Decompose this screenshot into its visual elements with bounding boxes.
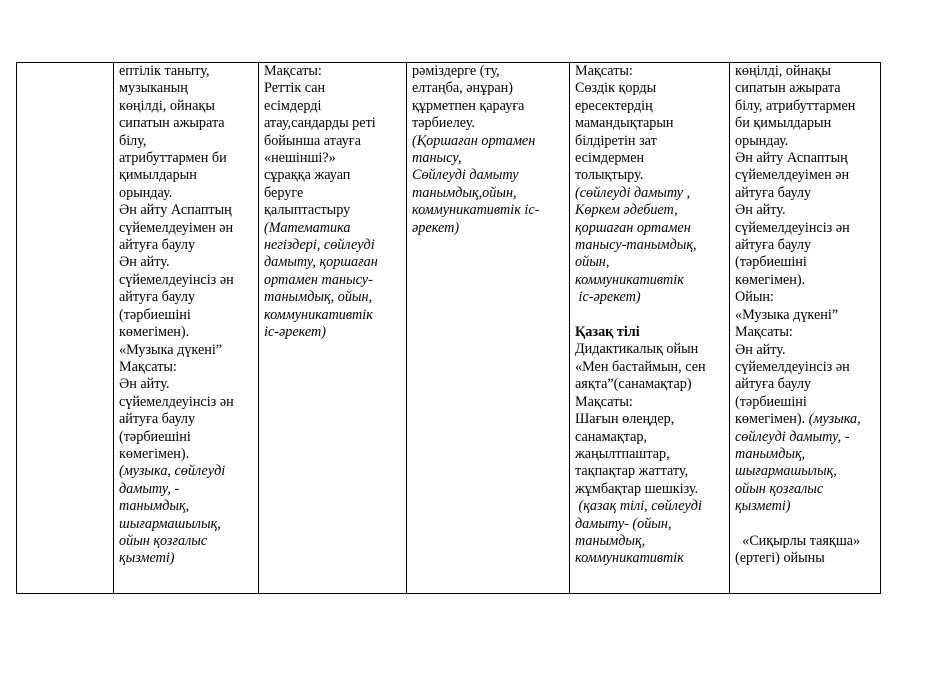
line-text: құрметпен қарауға <box>412 97 525 114</box>
line-text: Қазақ тілі <box>575 324 640 341</box>
text-line <box>264 133 403 150</box>
line-text: айтуға баулу <box>119 411 196 428</box>
text-line <box>575 324 726 341</box>
line-text: «Сиқырлы таяқша» <box>735 532 861 549</box>
table-row <box>17 63 881 594</box>
text-line <box>575 359 726 376</box>
text-line <box>412 63 566 80</box>
line-text: білу, атрибуттармен <box>735 97 856 114</box>
line-text: танымдық,ойын, <box>412 184 517 201</box>
line-text: (Қоршаған ортамен <box>412 132 536 149</box>
text-line <box>412 115 566 132</box>
line-text: коммуникативтік <box>264 306 373 323</box>
text-line <box>264 63 403 80</box>
table-cell-speech-activity <box>570 63 730 594</box>
line-text: сипатын ажырата <box>119 115 225 132</box>
text-line <box>735 115 877 132</box>
text-line <box>575 550 726 567</box>
line-text: Ойын: <box>735 289 774 306</box>
line-text: (сөйлеуді дамыту , <box>575 184 691 201</box>
line-text: Ән айту. <box>119 254 170 271</box>
text-line <box>264 80 403 97</box>
text-line <box>575 516 726 533</box>
text-line <box>119 429 255 446</box>
text-line <box>735 185 877 202</box>
text-line <box>735 359 877 376</box>
text-line <box>735 533 877 550</box>
line-text: коммуникативтік <box>575 271 684 288</box>
line-text: шығармашылық, <box>735 463 837 480</box>
text-line <box>119 342 255 359</box>
text-line <box>264 237 403 254</box>
line-text: «Музыка дүкені” <box>735 306 839 323</box>
text-line <box>412 202 566 219</box>
line-text: елтаңба, әнұран) <box>412 80 513 97</box>
text-line <box>119 220 255 237</box>
line-text: ойын қозғалыс <box>735 480 824 497</box>
text-line <box>575 463 726 480</box>
line-text: айтуға баулу <box>735 184 812 201</box>
text-line <box>264 307 403 324</box>
text-line <box>735 80 877 97</box>
text-line <box>119 533 255 550</box>
text-line <box>119 289 255 306</box>
line-text: ортамен танысу- <box>264 271 373 288</box>
text-line <box>119 202 255 219</box>
line-text: Сөйлеуді дамыту <box>412 167 519 184</box>
text-line <box>735 150 877 167</box>
line-text: орындау. <box>119 184 173 201</box>
line-text: қоршаған ортамен <box>575 219 691 236</box>
text-line <box>119 63 255 80</box>
line-text: іс-әрекет) <box>264 324 327 341</box>
text-line <box>119 481 255 498</box>
text-line <box>264 98 403 115</box>
line-text: тәрбиелеу. <box>412 115 475 132</box>
text-line <box>735 411 877 428</box>
line-text: сүйемелдеуінсіз ән <box>119 393 234 410</box>
text-line <box>412 80 566 97</box>
line-text: Мақсаты: <box>735 324 793 341</box>
line-text: коммуникативтік іс- <box>412 202 540 219</box>
line-text: дамыту- (ойын, <box>575 515 672 532</box>
text-line <box>735 254 877 271</box>
line-text: жаңылтпаштар, <box>575 445 670 462</box>
line-text: атрибуттармен би <box>119 150 227 167</box>
line-text: негіздері, сөйлеуді <box>264 237 375 254</box>
text-line <box>412 133 566 150</box>
line-text: танымдық, <box>119 498 190 515</box>
line-text: Мақсаты: <box>119 358 177 375</box>
line-text: танысу-танымдық, <box>575 237 697 254</box>
line-text: шығармашылық, <box>119 515 221 532</box>
text-line <box>119 376 255 393</box>
line-text: сүйемелдеуімен ән <box>119 219 234 236</box>
text-line <box>119 411 255 428</box>
line-text: мамандықтарын <box>575 115 674 132</box>
line-text: танымдық, <box>735 445 806 462</box>
table-cell-music-activity <box>114 63 259 594</box>
line-text: қызметі) <box>119 550 175 567</box>
line-text: тақпақтар жаттату, <box>575 463 689 480</box>
text-line <box>412 98 566 115</box>
line-text: сөйлеуді дамыту, - <box>735 428 850 445</box>
line-text: Ән айту Аспаптың <box>119 202 232 219</box>
text-line <box>735 324 877 341</box>
line-text: ойын қозғалыс <box>119 532 208 549</box>
line-tail-text: (музыка, <box>808 411 861 428</box>
line-text: сүйемелдеуінсіз ән <box>735 358 850 375</box>
text-line <box>575 341 726 358</box>
line-text: дамыту, - <box>119 480 180 497</box>
line-text: танымдық, <box>575 532 646 549</box>
text-line <box>264 115 403 132</box>
text-line <box>735 202 877 219</box>
line-text: білу, <box>119 132 147 149</box>
text-line <box>575 220 726 237</box>
line-text: рәміздерге (ту, <box>412 63 500 79</box>
line-text: (музыка, сөйлеуді <box>119 463 226 480</box>
line-text: әрекет) <box>412 219 460 236</box>
line-text: Дидактикалық ойын <box>575 341 699 358</box>
line-text: ептілік таныту, <box>119 63 210 79</box>
text-line <box>575 98 726 115</box>
line-text: «Мен бастаймын, сен <box>575 358 706 375</box>
line-text: (тәрбиешіні <box>119 428 191 445</box>
line-text: есімдерді <box>264 97 322 114</box>
text-line <box>735 429 877 446</box>
text-line <box>735 481 877 498</box>
text-line <box>119 185 255 202</box>
text-line <box>735 237 877 254</box>
text-line <box>575 376 726 393</box>
text-line <box>119 272 255 289</box>
line-text: танымдық, ойын, <box>264 289 373 306</box>
text-line <box>412 220 566 237</box>
text-line <box>264 167 403 184</box>
text-line <box>264 289 403 306</box>
text-line <box>575 185 726 202</box>
text-line <box>119 80 255 97</box>
line-text: ойын, <box>575 254 610 271</box>
line-text: қимылдарын <box>119 167 197 184</box>
text-line <box>575 272 726 289</box>
line-text: (ертегі) ойыны <box>735 550 825 567</box>
text-line <box>735 342 877 359</box>
text-line <box>735 446 877 463</box>
text-line <box>575 254 726 271</box>
line-text: Көркем әдебиет, <box>575 202 678 219</box>
text-line <box>735 463 877 480</box>
text-line <box>119 167 255 184</box>
line-text: қызметі) <box>735 498 791 515</box>
line-text: сүйемелдеуінсіз ән <box>735 219 850 236</box>
text-line <box>119 463 255 480</box>
line-text: жұмбақтар шешкізу. <box>575 480 699 497</box>
line-text: айтуға баулу <box>119 289 196 306</box>
line-text: Ән айту. <box>119 376 170 393</box>
text-line <box>264 254 403 271</box>
line-text: коммуникативтік <box>575 550 684 567</box>
text-line <box>119 115 255 132</box>
table-cell-math-activity <box>259 63 407 594</box>
text-line <box>119 237 255 254</box>
line-text: есімдермен <box>575 150 645 167</box>
text-line <box>575 446 726 463</box>
table-cell-empty <box>17 63 114 594</box>
line-text: көмегімен). <box>119 324 190 341</box>
text-line <box>575 429 726 446</box>
text-line <box>735 63 877 80</box>
text-line <box>119 150 255 167</box>
text-line <box>575 498 726 515</box>
text-line <box>264 220 403 237</box>
text-line <box>264 272 403 289</box>
line-text: Ән айту Аспаптың <box>735 150 848 167</box>
text-line <box>119 307 255 324</box>
text-line <box>575 80 726 97</box>
line-text: айтуға баулу <box>119 237 196 254</box>
line-text: Мақсаты: <box>264 63 322 79</box>
text-line <box>575 63 726 80</box>
text-line <box>119 394 255 411</box>
line-text: көмегімен). <box>735 411 809 428</box>
text-line <box>264 150 403 167</box>
line-text: ересектердің <box>575 97 653 114</box>
text-line <box>575 167 726 184</box>
text-line <box>119 359 255 376</box>
line-text: (қазақ тілі, сөйлеуді <box>575 498 702 515</box>
line-text: Мақсаты: <box>575 393 633 410</box>
line-text: көңілді, ойнақы <box>119 97 215 114</box>
line-text: «Музыка дүкені” <box>119 341 223 358</box>
text-line <box>735 167 877 184</box>
text-line <box>735 498 877 515</box>
text-line <box>119 98 255 115</box>
line-text: көмегімен). <box>735 271 806 288</box>
text-line <box>575 115 726 132</box>
text-line <box>575 533 726 550</box>
line-text: музыканың <box>119 80 188 97</box>
table-cell-music-game <box>730 63 881 594</box>
text-line <box>119 133 255 150</box>
text-line <box>735 550 877 567</box>
line-text: аяқта”(санамақтар) <box>575 376 692 393</box>
line-text: толықтыру. <box>575 167 644 184</box>
line-text: (Математика <box>264 219 351 236</box>
line-text: санамақтар, <box>575 428 648 445</box>
text-line <box>575 394 726 411</box>
plan-table <box>16 62 881 594</box>
text-line <box>119 446 255 463</box>
line-text: Ән айту. <box>735 202 786 219</box>
text-line <box>575 481 726 498</box>
line-text: айтуға баулу <box>735 237 812 254</box>
text-line <box>575 133 726 150</box>
blank-line <box>575 307 726 324</box>
line-text: сүйемелдеуінсіз ән <box>119 271 234 288</box>
text-line <box>119 254 255 271</box>
line-text: Мақсаты: <box>575 63 633 79</box>
line-text: (тәрбиешіні <box>735 393 807 410</box>
line-text: сұраққа жауап <box>264 167 351 184</box>
line-text: айтуға баулу <box>735 376 812 393</box>
text-line <box>264 324 403 341</box>
text-line <box>735 272 877 289</box>
line-text: орындау. <box>735 132 789 149</box>
line-text: «нешінші?» <box>264 150 336 167</box>
line-text: қалыптастыру <box>264 202 351 219</box>
line-text: би қимылдарын <box>735 115 832 132</box>
line-text: сипатын ажырата <box>735 80 841 97</box>
table-cell-symbols-activity <box>407 63 570 594</box>
line-text: беруге <box>264 184 304 201</box>
text-line <box>119 324 255 341</box>
text-line <box>575 237 726 254</box>
text-line <box>735 394 877 411</box>
line-text: атау,сандарды реті <box>264 115 376 132</box>
text-line <box>412 185 566 202</box>
line-text: Ән айту. <box>735 341 786 358</box>
text-line <box>119 516 255 533</box>
text-line <box>575 202 726 219</box>
text-line <box>264 202 403 219</box>
text-line <box>119 550 255 567</box>
line-text: көңілді, ойнақы <box>735 63 831 79</box>
text-line <box>264 185 403 202</box>
text-line <box>412 167 566 184</box>
text-line <box>575 411 726 428</box>
line-text: танысу, <box>412 150 462 167</box>
text-line <box>119 498 255 515</box>
line-text: дамыту, қоршаған <box>264 254 378 271</box>
line-text: (тәрбиешіні <box>735 254 807 271</box>
line-text: Шағын өлеңдер, <box>575 411 675 428</box>
text-line <box>735 289 877 306</box>
text-line <box>735 133 877 150</box>
text-line <box>735 220 877 237</box>
text-line <box>735 307 877 324</box>
line-text: іс-әрекет) <box>575 289 641 306</box>
line-text: бойынша атауға <box>264 132 361 149</box>
text-line <box>575 150 726 167</box>
line-text: көмегімен). <box>119 445 190 462</box>
line-text: (тәрбиешіні <box>119 306 191 323</box>
line-text: сүйемелдеуімен ән <box>735 167 850 184</box>
text-line <box>735 98 877 115</box>
text-line <box>575 289 726 306</box>
text-line <box>735 376 877 393</box>
text-line <box>412 150 566 167</box>
line-text: Сөздік қорды <box>575 80 657 97</box>
line-text: Реттік сан <box>264 80 326 97</box>
line-text: білдіретін зат <box>575 132 657 149</box>
blank-line <box>735 516 877 533</box>
